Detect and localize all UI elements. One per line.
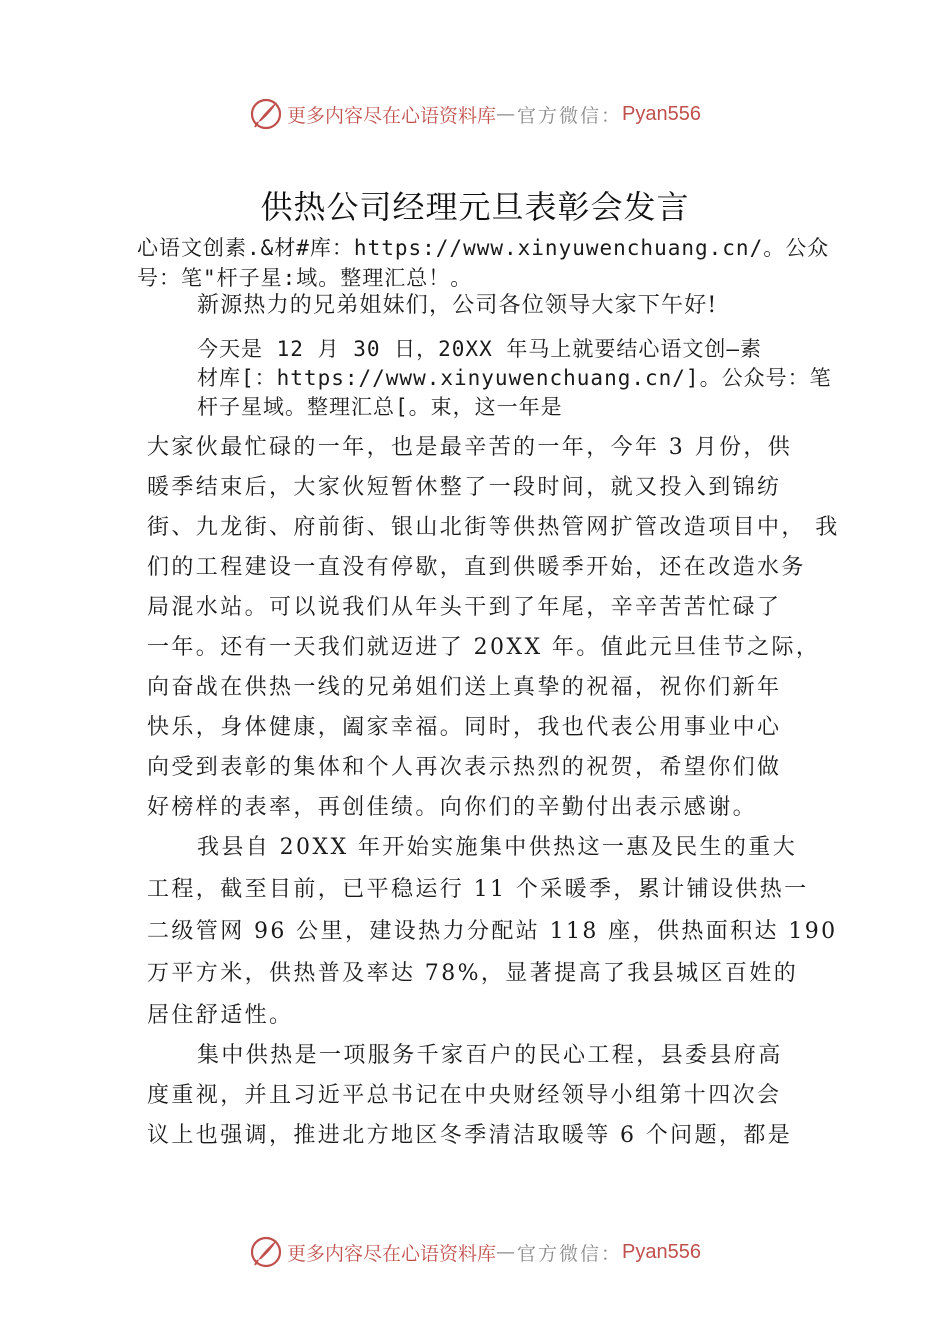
greeting-line: 新源热力的兄弟姐妹们，公司各位领导大家下午好! bbox=[197, 293, 718, 318]
source-line: 号：笔"杆子星:域。整理汇总！。 bbox=[137, 266, 473, 290]
paragraph-line: 向奋战在供热一线的兄弟姐们送上真挚的祝福，祝你们新年 bbox=[147, 675, 782, 700]
paragraph-line: 大家伙最忙碌的一年，也是最辛苦的一年，今年 3 月份，供 bbox=[147, 435, 793, 460]
header-banner bbox=[0, 94, 950, 134]
paragraph-line: 二级管网 96 公里，建设热力分配站 118 座，供热面积达 190 bbox=[147, 919, 838, 944]
banner-handle: Pyan556 bbox=[622, 102, 701, 125]
paragraph-line: 们的工程建设一直没有停歇，直到供暖季开始，还在改造水务 bbox=[147, 555, 806, 580]
paragraph-line: 暖季结束后，大家伙短暂休整了一段时间，就又投入到锦纺 bbox=[147, 475, 782, 500]
paragraph-line: 我县自 20XX 年开始实施集中供热这一惠及民生的重大 bbox=[197, 835, 798, 860]
quill-logo-icon bbox=[249, 97, 283, 131]
banner-label: 官方微信： bbox=[517, 1242, 623, 1265]
paragraph-line: 度重视，并且习近平总书记在中央财经领导小组第十四次会 bbox=[147, 1083, 782, 1108]
banner-text: 更多内容尽在心语资料库 bbox=[287, 1242, 497, 1265]
footer-banner bbox=[0, 1232, 950, 1272]
paragraph-line: 快乐，身体健康，阖家幸福。同时，我也代表公用事业中心 bbox=[147, 715, 782, 740]
paragraph-line: 好榜样的表率，再创佳绩。向你们的辛勤付出表示感谢。 bbox=[147, 795, 758, 820]
intro-line: 杆子星域。整理汇总[。束，这一年是 bbox=[197, 395, 563, 419]
document-title: 供热公司经理元旦表彰会发言 bbox=[260, 188, 690, 226]
banner-separator: — bbox=[496, 103, 518, 125]
paragraph-line: 一年。还有一天我们就迈进了 20XX 年。值此元旦佳节之际， bbox=[147, 635, 821, 660]
banner-label: 官方微信： bbox=[517, 104, 623, 127]
paragraph-line: 街、九龙街、府前街、银山北街等供热管网扩管改造项目中， 我 bbox=[147, 515, 840, 540]
paragraph-line: 万平方米，供热普及率达 78%，显著提高了我县城区百姓的 bbox=[147, 961, 799, 986]
paragraph-line: 工程，截至目前，已平稳运行 11 个采暖季，累计铺设供热一 bbox=[147, 877, 809, 902]
paragraph-line: 向受到表彰的集体和个人再次表示热烈的祝贺，希望你们做 bbox=[147, 755, 782, 780]
banner-handle: Pyan556 bbox=[622, 1240, 701, 1263]
banner-separator: — bbox=[496, 1241, 518, 1263]
banner-text: 更多内容尽在心语资料库 bbox=[287, 104, 497, 127]
intro-line: 今天是 12 月 30 日，20XX 年马上就要结心语文创—素 bbox=[197, 337, 763, 361]
quill-logo-icon bbox=[249, 1235, 283, 1269]
intro-line: 材库[：https://www.xinyuwenchuang.cn/]。公众号：笔 bbox=[197, 366, 832, 390]
paragraph-line: 议上也强调，推进北方地区冬季清洁取暖等 6 个问题，都是 bbox=[147, 1123, 793, 1148]
paragraph-line: 集中供热是一项服务千家百户的民心工程，县委县府高 bbox=[197, 1043, 783, 1068]
paragraph-line: 居住舒适性。 bbox=[147, 1003, 294, 1028]
source-line: 心语文创素.&材#库：https://www.xinyuwenchuang.cn/。公众 bbox=[137, 236, 830, 260]
paragraph-line: 局混水站。可以说我们从年头干到了年尾，辛辛苦苦忙碌了 bbox=[147, 595, 782, 620]
